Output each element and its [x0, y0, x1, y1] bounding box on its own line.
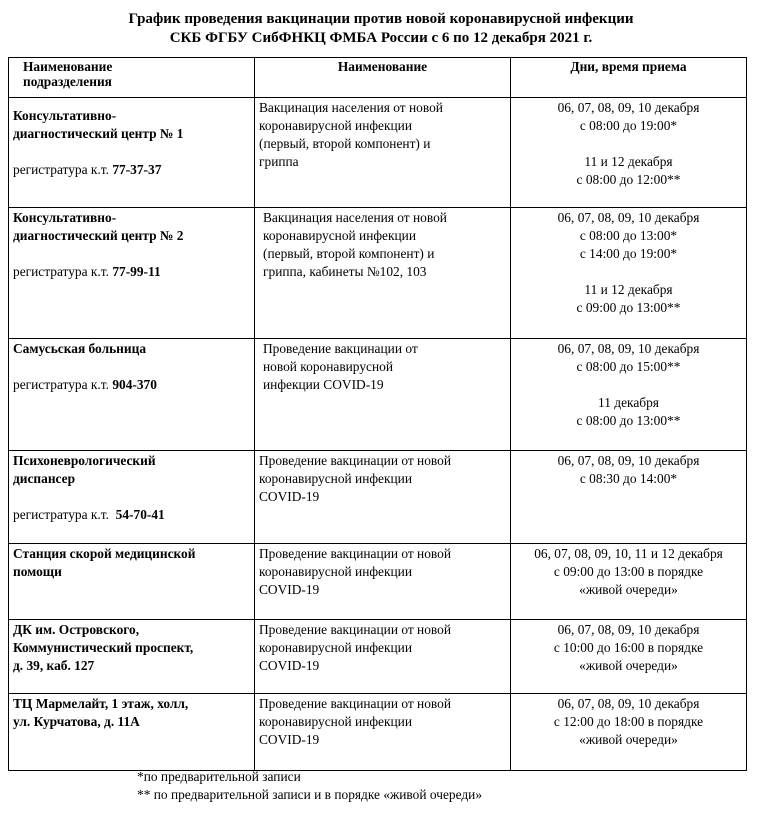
unit-cell [9, 208, 255, 339]
table-header-row [9, 58, 747, 98]
registry-phone [13, 506, 250, 524]
service-line: коронавирусной инфекции [259, 564, 412, 579]
schedule-line: с 09:00 до 13:00** [576, 300, 681, 315]
header-service: Наименование [255, 58, 511, 98]
unit-name-line: Консультативно- [13, 108, 117, 123]
unit-cell [9, 339, 255, 451]
unit-name-line: Консультативно- [13, 210, 117, 225]
unit-name-line: ул. Курчатова, д. 11А [13, 714, 140, 729]
registry-label: регистратура к.т. [13, 377, 113, 392]
title-line-2: СКБ ФГБУ СибФНКЦ ФМБА России с 6 по 12 декабря 2021 г. [169, 30, 593, 46]
unit-name-line: диагностический центр № 1 [13, 126, 184, 141]
schedule-line: с 08:00 до 19:00* [579, 118, 678, 133]
service-line: Проведение вакцинации от новой [259, 696, 452, 711]
schedule-line: с 12:00 до 18:00 в порядке [553, 714, 704, 729]
unit-name-line: помощи [13, 564, 62, 579]
service-line: COVID-19 [259, 582, 320, 597]
schedule-line: с 08:30 до 14:00* [579, 471, 678, 486]
unit-name-line: Станция скорой медицинской [13, 546, 196, 561]
header-unit-line2: подразделения [23, 74, 112, 89]
unit-name-line: диагностический центр № 2 [13, 228, 184, 243]
footnote-single-asterisk: *по предварительной записи [137, 769, 301, 784]
table-row [9, 544, 747, 620]
registry-label: регистратура к.т. [13, 162, 113, 177]
title-line-1: График проведения вакцинации против новой коронавирусной инфекции [128, 11, 634, 27]
unit-cell [9, 544, 255, 620]
unit-cell [9, 694, 255, 771]
service-line: гриппа [259, 154, 299, 169]
schedule-line: с 08:00 до 13:00* [579, 228, 678, 243]
schedule-line: 06, 07, 08, 09, 10 декабря [557, 100, 700, 115]
service-cell [255, 339, 511, 451]
schedule-line: 06, 07, 08, 09, 10 декабря [557, 453, 700, 468]
service-line: COVID-19 [259, 732, 320, 747]
service-cell [255, 208, 511, 339]
schedule-line: 06, 07, 08, 09, 10, 11 и 12 декабря [534, 546, 723, 561]
schedule-line: 06, 07, 08, 09, 10 декабря [557, 210, 700, 225]
service-line: коронавирусной инфекции [259, 471, 412, 486]
footnote-double-asterisk: ** по предварительной записи и в порядке «живой очереди» [137, 787, 483, 802]
service-line: коронавирусной инфекции [259, 640, 412, 655]
schedule-line: 06, 07, 08, 09, 10 декабря [557, 341, 700, 356]
schedule-cell [511, 451, 747, 544]
header-schedule: Дни, время приема [511, 58, 747, 98]
schedule-line: 11 и 12 декабря [584, 154, 673, 169]
unit-name-line: Психоневрологический [13, 453, 156, 468]
table-row [9, 208, 747, 339]
service-line: Вакцинация населения от новой [259, 100, 443, 115]
service-line: новой коронавирусной [263, 359, 393, 374]
schedule-line: с 09:00 до 13:00 в порядке [553, 564, 704, 579]
service-line: инфекции COVID-19 [263, 377, 384, 392]
service-cell [255, 694, 511, 771]
registry-number: 904-370 [112, 377, 157, 392]
registry-number: 54-70-41 [115, 507, 165, 522]
service-line: Вакцинация населения от новой [263, 210, 447, 225]
schedule-cell [511, 98, 747, 208]
registry-label: регистратура к.т. [13, 507, 116, 522]
service-cell [255, 544, 511, 620]
table-row [9, 98, 747, 208]
schedule-line: 11 декабря [598, 395, 659, 410]
unit-name-line: д. 39, каб. 127 [13, 658, 95, 673]
schedule-line: с 08:00 до 12:00** [576, 172, 681, 187]
unit-cell [9, 451, 255, 544]
service-line: Проведение вакцинации от [263, 341, 418, 356]
service-line: COVID-19 [259, 489, 320, 504]
registry-phone [13, 161, 250, 179]
document-title [0, 10, 762, 48]
registry-number: 77-37-37 [112, 162, 162, 177]
unit-cell [9, 98, 255, 208]
schedule-line: 06, 07, 08, 09, 10 декабря [557, 696, 700, 711]
service-line: гриппа, кабинеты №102, 103 [263, 264, 427, 279]
schedule-line: с 08:00 до 15:00** [576, 359, 681, 374]
unit-name-line: ДК им. Островского, [13, 622, 140, 637]
schedule-table [8, 57, 747, 771]
service-line: коронавирусной инфекции [259, 118, 412, 133]
service-line: COVID-19 [259, 658, 320, 673]
registry-label: регистратура к.т. [13, 264, 113, 279]
service-cell [255, 620, 511, 694]
schedule-line: с 10:00 до 16:00 в порядке [553, 640, 704, 655]
table-row [9, 694, 747, 771]
service-line: коронавирусной инфекции [259, 714, 412, 729]
registry-phone [13, 263, 250, 281]
header-unit [9, 58, 255, 98]
service-cell [255, 451, 511, 544]
header-unit-line1: Наименование [23, 59, 113, 74]
service-line: (первый, второй компонент) и [259, 136, 431, 151]
schedule-cell [511, 620, 747, 694]
unit-cell [9, 620, 255, 694]
registry-number: 77-99-11 [112, 264, 161, 279]
unit-name-line: Самусьская больница [13, 341, 147, 356]
schedule-cell [511, 339, 747, 451]
schedule-cell [511, 544, 747, 620]
footnotes [137, 768, 482, 804]
service-cell [255, 98, 511, 208]
schedule-line: 11 и 12 декабря [584, 282, 673, 297]
service-line: Проведение вакцинации от новой [259, 546, 452, 561]
schedule-line: «живой очереди» [579, 658, 678, 673]
table-row [9, 451, 747, 544]
table-row [9, 339, 747, 451]
schedule-line: 06, 07, 08, 09, 10 декабря [557, 622, 700, 637]
service-line: коронавирусной инфекции [263, 228, 416, 243]
unit-name-line: диспансер [13, 471, 76, 486]
service-line: Проведение вакцинации от новой [259, 453, 452, 468]
unit-name-line: Коммунистический проспект, [13, 640, 194, 655]
schedule-line: «живой очереди» [579, 582, 678, 597]
service-line: (первый, второй компонент) и [263, 246, 435, 261]
schedule-cell [511, 694, 747, 771]
table-row [9, 620, 747, 694]
schedule-line: с 08:00 до 13:00** [576, 413, 681, 428]
schedule-line: с 14:00 до 19:00* [579, 246, 678, 261]
schedule-cell [511, 208, 747, 339]
schedule-line: «живой очереди» [579, 732, 678, 747]
unit-name-line: ТЦ Мармелайт, 1 этаж, холл, [13, 696, 189, 711]
registry-phone [13, 376, 250, 394]
service-line: Проведение вакцинации от новой [259, 622, 452, 637]
